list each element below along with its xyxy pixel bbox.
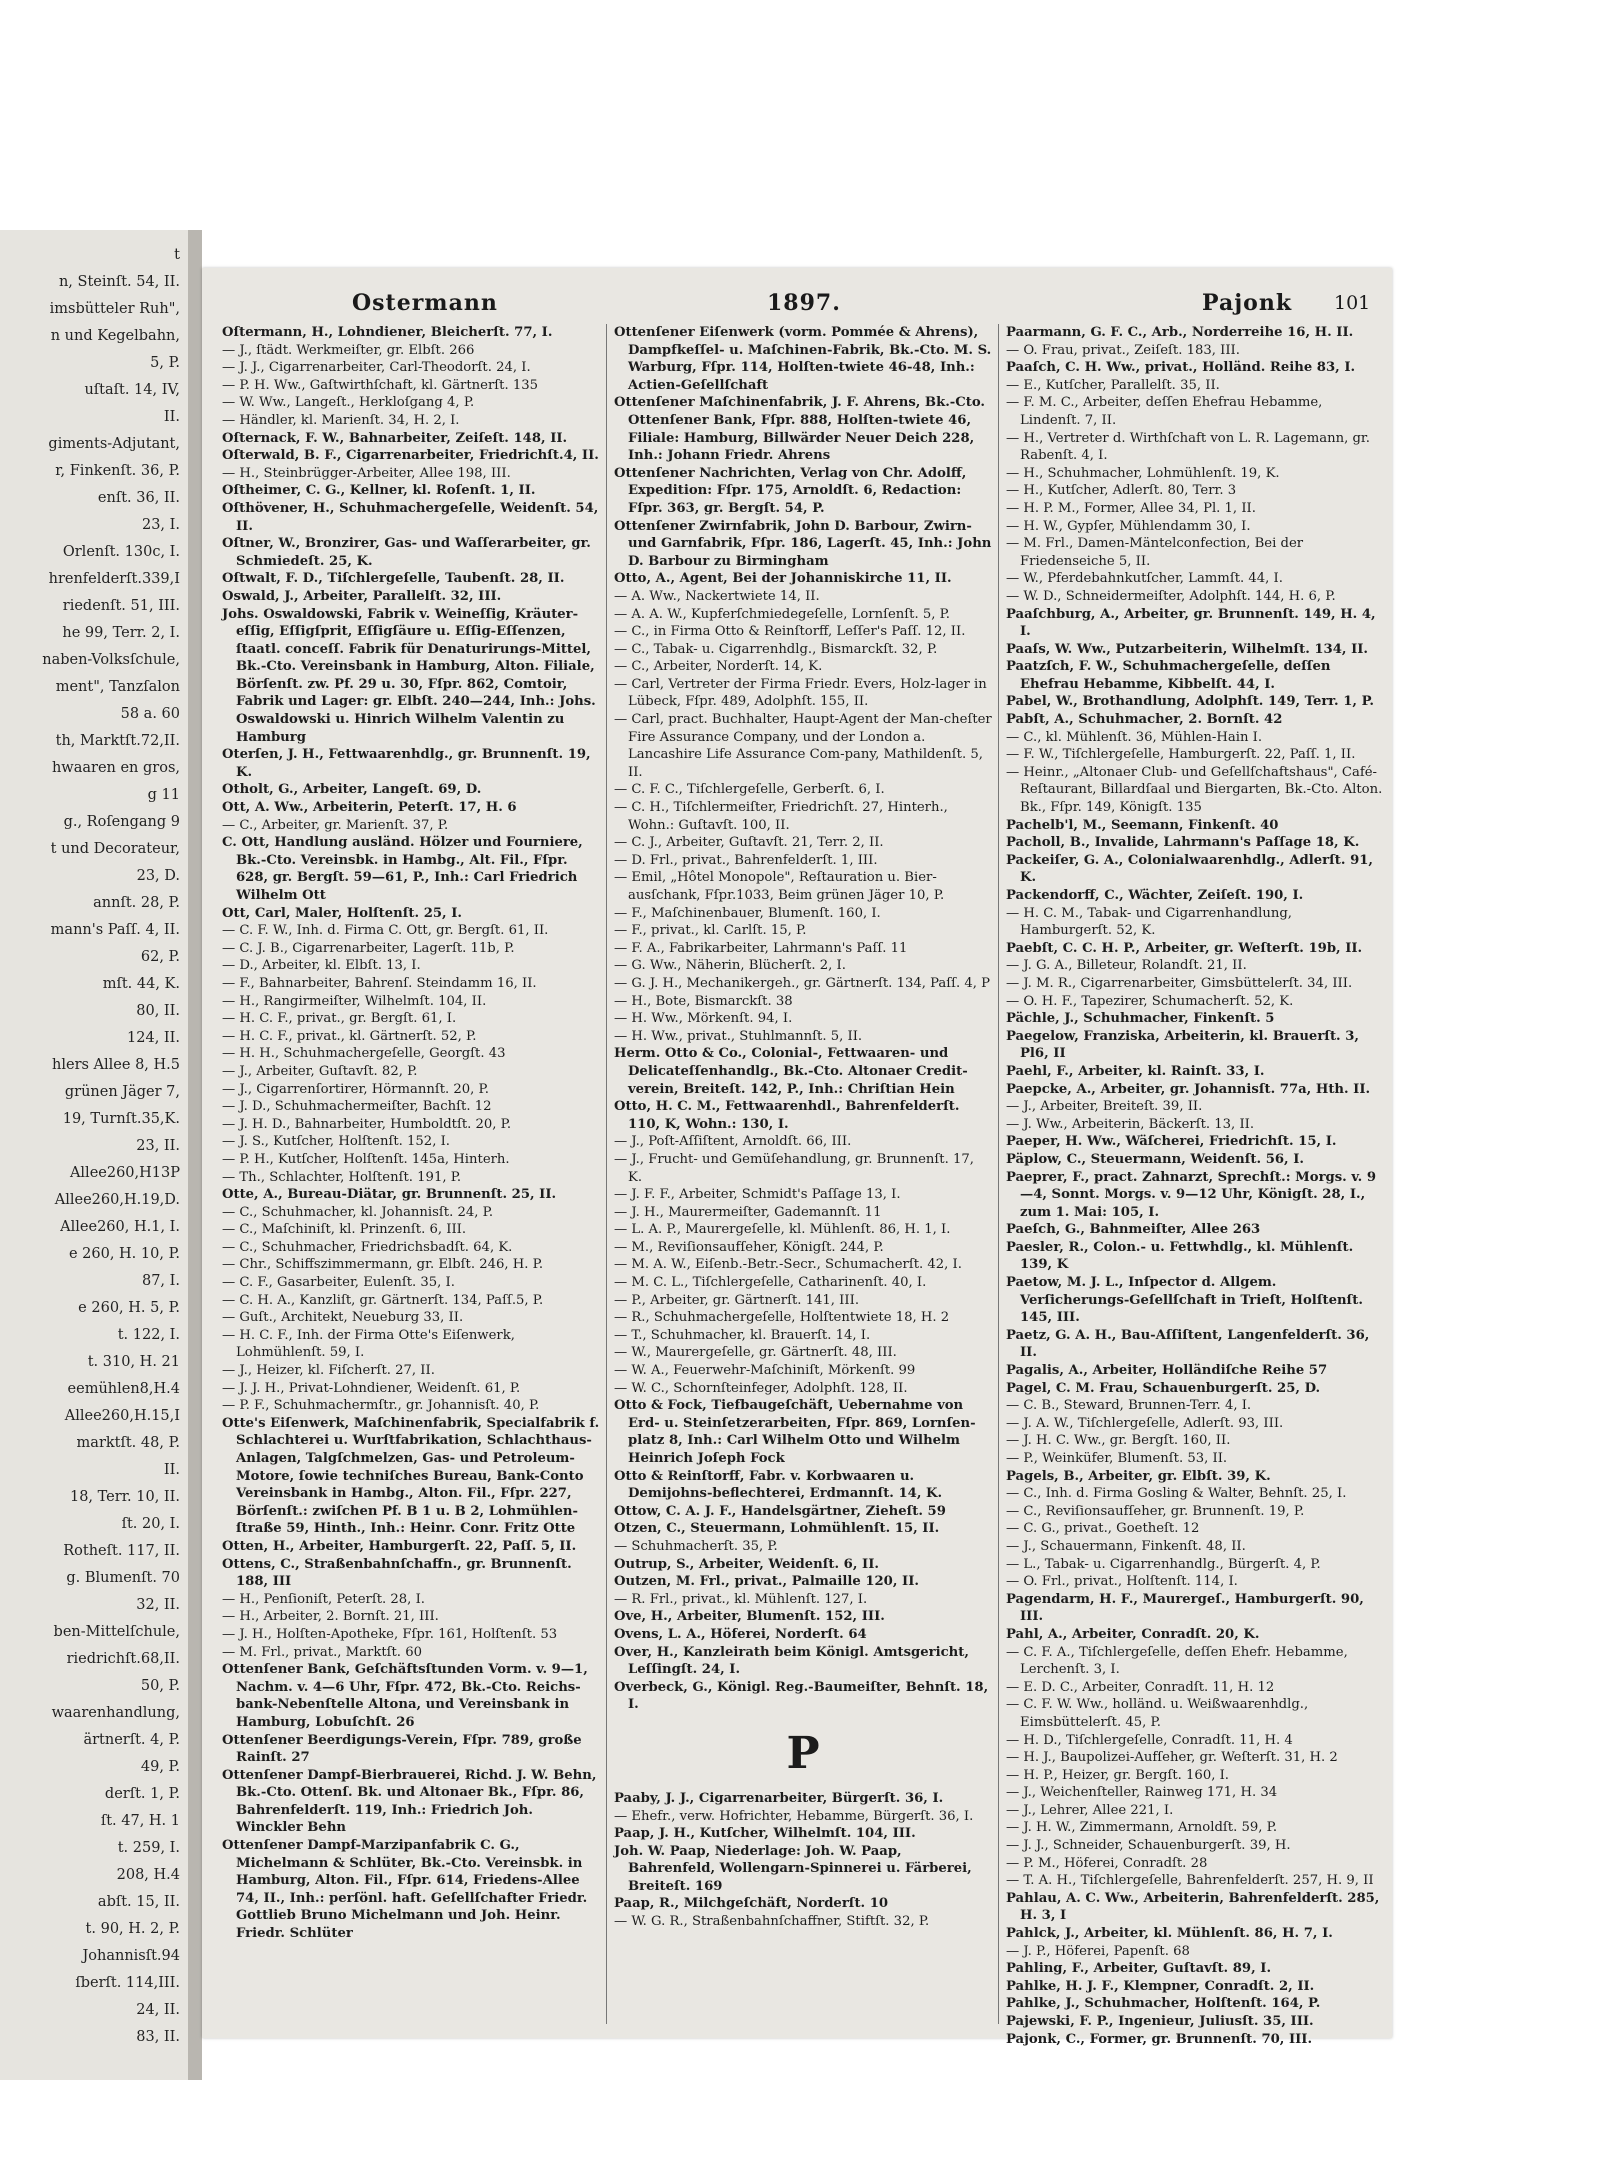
directory-entry: Paetow, M. J. L., Inſpector d. Allgem. Verſicherungs-Geſellſchaft in Trieſt, Holſtenſt. 145, III. [1006, 1275, 1363, 1326]
directory-entry: — P. F., Schuhmachermſtr., gr. Johannisſt. 40, P. [222, 1398, 540, 1414]
left-page-fragment: Allee260,H.19,D. [54, 1192, 180, 1208]
directory-entry: — H. C. F., privat., kl. Gärtnerſt. 52, P. [222, 1028, 477, 1044]
left-page-fragment: imsbütteler Ruh", [49, 301, 180, 317]
directory-entry: — Händler, kl. Marienſt. 34, H. 2, I. [222, 412, 460, 428]
directory-entry: — P. H. Ww., Gaſtwirthſchaft, kl. Gärtnerſt. 135 [222, 377, 538, 393]
left-page-fragment: naben-Volksſchule, [42, 652, 180, 668]
directory-entry: — H. C. M., Tabak- und Cigarrenhandlung, Hamburgerſt. 52, K. [1006, 905, 1292, 939]
directory-entry: — J. A. W., Tiſchlergeſelle, Adlerſt. 93, III. [1006, 1415, 1284, 1431]
left-page-fragment: Allee260, H.1, I. [60, 1219, 180, 1235]
directory-entry: — C. F., Gasarbeiter, Eulenſt. 35, I. [222, 1275, 455, 1291]
directory-entry: Pajonk, C., Former, gr. Brunnenſt. 70, III. [1006, 2031, 1313, 2047]
directory-entry: — H., Steinbrügger-Arbeiter, Allee 198, III. [222, 465, 511, 481]
left-page-fragment: Allee260,H13P [69, 1165, 180, 1181]
directory-entry: — J., Frucht- und Gemüſehandlung, gr. Brunnenſt. 17, K. [614, 1151, 974, 1185]
left-page-fragment: 58 a. 60 [120, 706, 180, 722]
left-page-fragment: grünen Jäger 7, [64, 1084, 180, 1100]
directory-entry: — W. D., Schneidermeiſter, Adolphſt. 144, H. 6, P. [1006, 588, 1336, 604]
left-page-fragment: t. 122, I. [117, 1327, 180, 1343]
directory-entry: Paepcke, A., Arbeiter, gr. Johannisſt. 77a, Hth. II. [1006, 1081, 1371, 1097]
directory-entry: Ove, H., Arbeiter, Blumenſt. 152, III. [614, 1609, 885, 1625]
directory-entry: — H., Rangirmeiſter, Wilhelmſt. 104, II. [222, 993, 487, 1009]
directory-entry: — H. P., Heizer, gr. Bergſt. 160, I. [1006, 1767, 1229, 1783]
directory-entry: — H. D., Tiſchlergeſelle, Conradſt. 11, H. 4 [1006, 1732, 1293, 1748]
left-page-fragment: he 99, Terr. 2, I. [62, 625, 180, 641]
directory-entry: — G. J. H., Mechanikergeh., gr. Gärtnerſt. 134, Paſſ. 4, P [614, 975, 991, 991]
directory-entry: — D., Arbeiter, kl. Elbſt. 13, I. [222, 958, 421, 974]
left-page-fragment: Allee260,H.15,I [64, 1408, 180, 1424]
directory-entry: — C. F. W., Inh. d. Firma C. Ott, gr. Bergſt. 61, II. [222, 923, 549, 939]
left-page-fragment: giments-Adjutant, [48, 436, 180, 452]
directory-entry: — W., Pferdebahnkutſcher, Lammſt. 44, I. [1006, 571, 1283, 587]
left-page-fragment: hwaaren en gros, [51, 760, 180, 776]
directory-entry: — J. H. D., Bahnarbeiter, Humboldtſt. 20, P. [222, 1116, 512, 1132]
directory-page [202, 268, 1392, 2047]
directory-entry: Pacholl, B., Invalide, Lahrmann's Paſſage 18, K. [1006, 835, 1360, 851]
directory-entry: Otto, A., Agent, Bei der Johanniskirche 11, II. [614, 571, 952, 587]
directory-entry: Ottenſener Maſchinenfabrik, J. F. Ahrens, Bk.-Cto. Ottenſener Bank, Fſpr. 888, Holſten-twiete 46, Filiale: Hamburg, Billwärder Neuer Deich 228, Inh.: Johann Friedr. Ahrens [614, 395, 986, 464]
directory-entry: Otto, H. C. M., Fettwaarenhdl., Bahrenfelderſt. 110, K, Wohn.: 130, I. [614, 1099, 960, 1132]
directory-entry: Oſthövener, H., Schuhmachergeſelle, Weidenſt. 54, II. [222, 500, 599, 534]
directory-entry: Paatzſch, F. W., Schuhmachergeſelle, deſſen Ehefrau Hebamme, Kibbelſt. 44, I. [1006, 659, 1331, 692]
left-page-fragment: g., Roſengang 9 [63, 814, 180, 830]
left-page-fragment: g. Blumenſt. 70 [66, 1570, 180, 1586]
left-page-fragment: n und Kegelbahn, [50, 328, 180, 344]
header-right-word: Pajonk [1202, 290, 1293, 316]
directory-entry: — F., Maſchinenbauer, Blumenſt. 160, I. [614, 905, 881, 921]
directory-entry: Paesler, R., Colon.- u. Fettwhdlg., kl. Mühlenſt. 139, K [1006, 1239, 1354, 1273]
directory-entry: — J. D., Schuhmachermeiſter, Bachſt. 12 [222, 1099, 492, 1115]
directory-entry: Ottenſener Beerdigungs-Verein, Fſpr. 789, große Rainſt. 27 [222, 1732, 582, 1766]
left-page-fragment: t. 259, I. [117, 1840, 180, 1856]
directory-entry: Paarmann, G. F. C., Arb., Norderreihe 16, H. II. [1006, 325, 1354, 340]
directory-entry: Herm. Otto & Co., Colonial-, Fettwaaren- und Delicateſſenhandlg., Bk.-Cto. Altonaer Credit-verein, Breiteſt. 142, P., Inh.: Chriſtian Hein [614, 1046, 968, 1097]
directory-entry: — J. H. W., Zimmermann, Arnoldſt. 59, P. [1006, 1820, 1278, 1836]
column-divider [606, 324, 607, 2024]
directory-entry: — C., kl. Mühlenſt. 36, Mühlen-Hain I. [1006, 729, 1263, 745]
directory-entry: — F., Bahnarbeiter, Bahrenſ. Steindamm 16, II. [222, 975, 537, 991]
directory-entry: Pagalis, A., Arbeiter, Holländiſche Reihe 57 [1006, 1363, 1328, 1379]
directory-entry: — J., Heizer, kl. Fiſcherſt. 27, II. [222, 1363, 435, 1379]
directory-entry: Ott, A. Ww., Arbeiterin, Peterſt. 17, H. 6 [222, 800, 517, 816]
directory-entry: Oſtwalt, F. D., Tiſchlergeſelle, Taubenſt. 28, II. [222, 571, 565, 587]
directory-entry: Ottens, C., Straßenbahnſchaffn., gr. Brunnenſt. 188, III [222, 1556, 572, 1590]
directory-entry: — H. Ww., Mörkenſt. 94, I. [614, 1011, 793, 1027]
directory-entry: — C., Schuhmacher, kl. Johannisſt. 24, P. [222, 1204, 494, 1220]
directory-entry: Pahlke, H. J. F., Klempner, Conradſt. 2, II. [1006, 1978, 1315, 1994]
left-page-fragment: 24, II. [136, 2002, 180, 2018]
directory-entry: Otte's Eiſenwerk, Maſchinenfabrik, Specialfabrik f. Schlachterei u. Wurſtfabrikation, Schlachthaus-Anlagen, Talgſchmelzen, Gas- und Petroleum-Motore, ſowie techniſches Bureau, Bank-Conto Vereinsbank in Hambg., Alton. Fil., Fſpr. 227, Börſenſt.: zwiſchen Pf. B 1 u. B 2, Lohmühlen-ſtraße 59, Hinth., Inh.: Heinr. Conr. Fritz Otte [222, 1415, 600, 1537]
directory-entry: — W., Maurergeſelle, gr. Gärtnerſt. 48, III. [614, 1345, 897, 1361]
left-page-fragment: ſt. 20, I. [121, 1516, 180, 1532]
directory-entry: Ovens, L. A., Höferei, Norderſt. 64 [614, 1626, 867, 1642]
directory-entry: — F. A., Fabrikarbeiter, Lahrmann's Paſſ. 11 [614, 940, 908, 956]
directory-entry: — O. Frau, privat., Zeiſeſt. 183, III. [1006, 342, 1240, 358]
directory-entry: — C., Arbeiter, gr. Marienſt. 37, P. [222, 817, 449, 833]
directory-entry: Otten, H., Arbeiter, Hamburgerſt. 22, Paſſ. 5, II. [222, 1538, 577, 1554]
directory-entry: — Emil, „Hôtel Monopole", Reſtauration u. Bier-ausſchank, Fſpr.1033, Beim grünen Jäger 10, P. [614, 870, 945, 903]
directory-entry: — J. M. R., Cigarrenarbeiter, Gimsbüttelerſt. 34, III. [1006, 975, 1353, 991]
left-page-fragment: th, Marktſt.72,II. [55, 733, 180, 749]
left-page-fragment: riedenſt. 51, III. [62, 598, 180, 614]
directory-entry: Pagendarm, H. F., Maurergeſ., Hamburgerſt. 90, III. [1006, 1591, 1364, 1625]
directory-entry: Oſtner, W., Bronzirer, Gas- und Waſſerarbeiter, gr. Schmiedeſt. 25, K. [222, 536, 591, 569]
left-page-fragment: mſt. 44, K. [102, 976, 180, 992]
directory-entry: — H. C. F., privat., gr. Bergſt. 61, I. [222, 1011, 457, 1027]
directory-entry: — C., Reviſionsaufſeher, gr. Brunnenſt. 19, P. [1006, 1503, 1305, 1519]
directory-entry: — W. A., Feuerwehr-Maſchiniſt, Mörkenſt. 99 [614, 1363, 916, 1379]
directory-entry: — C., Maſchiniſt, kl. Prinzenſt. 6, III. [222, 1222, 467, 1238]
directory-entry: Pahlck, J., Arbeiter, kl. Mühlenſt. 86, H. 7, I. [1006, 1926, 1333, 1942]
left-page-fragment: Rotheſt. 117, II. [63, 1543, 180, 1559]
directory-entry: Otto & Fock, Tiefbaugeſchäft, Uebernahme von Erd- u. Steinſetzerarbeiten, Fſpr. 869, Lornſen-platz 8, Inh.: Carl Wilhelm Otto und Wilhelm Heinrich Joſeph Fock [614, 1398, 976, 1466]
directory-entry: — T., Schuhmacher, kl. Brauerſt. 14, I. [614, 1327, 871, 1343]
left-page-fragment: 19, Turnſt.35,K. [62, 1111, 180, 1127]
directory-entry: — C. F. A., Tiſchlergeſelle, deſſen Ehefr. Hebamme, Lerchenſt. 3, I. [1006, 1644, 1348, 1678]
directory-entry: — M. Frl., Damen-Mäntelconfection, Bei der Friedenseiche 5, II. [1006, 536, 1304, 569]
directory-entry: — J. J. H., Privat-Lohndiener, Weidenſt. 61, P. [222, 1380, 521, 1396]
directory-entry: Johs. Oswaldowski, Fabrik v. Weineſſig, Kräuter-eſſig, Eſſigſprit, Eſſigſäure u. Eſſig-Eſſenzen, ſtaatl. conceſſ. Fabrik für Denaturirungs-Mittel, Bk.-Cto. Vereinsbank in Hamburg, Alton. Filiale, Börſenſt. zw. Pf. 29 u. 30, Fſpr. 862, Comtoir, Fabrik und Lager: gr. Elbſt. 240—244, Inh.: Johs. Oswaldowski u. Hinrich Wilhelm Valentin zu Hamburg [222, 606, 596, 745]
directory-entry: — J., Cigarrenſortirer, Hörmannſt. 20, P. [222, 1081, 489, 1097]
left-page-fragment: r, Finkenſt. 36, P. [55, 463, 180, 479]
left-page-fragment: waarenhandlung, [51, 1705, 180, 1721]
directory-entry: — C. J. B., Cigarrenarbeiter, Lagerſt. 11b, P. [222, 940, 515, 956]
left-page-fragment: Orlenſt. 130c, I. [62, 544, 180, 560]
directory-entry: — J. H., Maurermeiſter, Gademannſt. 11 [614, 1204, 882, 1220]
directory-entry: Pahlau, A. C. Ww., Arbeiterin, Bahrenfelderſt. 285, H. 3, I [1006, 1890, 1380, 1924]
directory-entry: — J., Schauermann, Finkenſt. 48, II. [1006, 1538, 1246, 1554]
directory-entry: — Guſt., Architekt, Neueburg 33, II. [222, 1310, 464, 1326]
directory-entry: — M. A. W., Eiſenb.-Betr.-Secr., Schumacherſt. 42, I. [614, 1257, 962, 1273]
directory-entry: — G. Ww., Näherin, Blücherſt. 2, I. [614, 958, 846, 974]
left-page-fragment: 23, II. [136, 1138, 180, 1154]
left-page-fragment: g 11 [147, 787, 180, 803]
directory-entry: — H., Kutſcher, Adlerſt. 80, Terr. 3 [1006, 483, 1237, 499]
directory-entry: — T. A. H., Tiſchlergeſelle, Bahrenfelderſt. 257, H. 9, II [1006, 1873, 1374, 1889]
left-page-fragment: 80, II. [136, 1003, 180, 1019]
directory-entry: — C. F. C., Tiſchlergeſelle, Gerberſt. 6, I. [614, 782, 885, 798]
left-page-fragment: t und Decorateur, [50, 841, 180, 857]
directory-entry: — H., Vertreter d. Wirthſchaft von L. R. Lagemann, gr. Rabenſt. 4, I. [1006, 430, 1370, 464]
directory-entry: — H. W., Gypſer, Mühlendamm 30, I. [1006, 518, 1251, 534]
directory-entry: — C., Inh. d. Firma Gosling & Walter, Behnſt. 25, I. [1006, 1486, 1347, 1502]
directory-entry: — J. G. A., Billeteur, Rolandſt. 21, II. [1006, 958, 1247, 974]
directory-entry: — A. A. W., Kupferſchmiedegeſelle, Lornſenſt. 5, P. [614, 606, 950, 622]
directory-entry: — C. F. W. Ww., holländ. u. Weißwaarenhdlg., Eimsbüttelerſt. 45, P. [1006, 1697, 1309, 1730]
left-page-fragment: annſt. 28, P. [93, 895, 180, 911]
directory-entry: — F. M. C., Arbeiter, deſſen Ehefrau Hebamme, Lindenſt. 7, II. [1006, 395, 1323, 428]
left-page-fragment: t [174, 247, 180, 263]
directory-entry: — C. B., Steward, Brunnen-Terr. 4, I. [1006, 1398, 1252, 1414]
left-page-fragment: e 260, H. 10, P. [68, 1246, 180, 1262]
directory-entry: Paaby, J. J., Cigarrenarbeiter, Bürgerſt. 36, I. [614, 1790, 944, 1806]
directory-entry: — H., Schuhmacher, Lohmühlenſt. 19, K. [1006, 465, 1280, 481]
directory-entry: — P., Arbeiter, gr. Gärtnerſt. 141, III. [614, 1292, 860, 1308]
directory-entry: Oſterwald, B. F., Cigarrenarbeiter, Friedrichſt.4, II. [222, 448, 599, 464]
directory-entry: Pagel, C. M. Frau, Schauenburgerſt. 25, D. [1006, 1380, 1321, 1396]
directory-entry: Packendorff, C., Wächter, Zeiſeſt. 190, I. [1006, 888, 1304, 903]
directory-entry: — O. Frl., privat., Holſtenſt. 114, I. [1006, 1574, 1238, 1590]
directory-entry: Pachelb'l, M., Seemann, Finkenſt. 40 [1006, 817, 1279, 833]
directory-entry: — H., Penſioniſt, Peterſt. 28, I. [222, 1591, 425, 1607]
directory-entry: Oswald, J., Arbeiter, Parallelſt. 32, III. [222, 588, 502, 604]
directory-entry: — J. Ww., Arbeiterin, Bäckerſt. 13, II. [1006, 1116, 1255, 1132]
directory-entry: Paap, J. H., Kutſcher, Wilhelmſt. 104, III. [614, 1826, 916, 1842]
left-page-fragment: t. 310, H. 21 [87, 1354, 180, 1370]
left-page-edge [0, 230, 202, 2080]
directory-entry: — J. J., Cigarrenarbeiter, Carl-Theodorſt. 24, I. [222, 360, 531, 376]
directory-entry: — P. M., Höferei, Conradſt. 28 [1006, 1855, 1208, 1871]
left-page-fragment: 208, H.4 [116, 1867, 180, 1883]
left-page-fragment: 5, P. [150, 355, 180, 371]
directory-entry: — J., Weichenſteller, Rainweg 171, H. 34 [1006, 1785, 1278, 1801]
directory-entry: Otzen, C., Steuermann, Lohmühlenſt. 15, II. [614, 1521, 940, 1537]
left-page-fragment: 50, P. [140, 1678, 180, 1694]
left-page-fragment: mann's Paſſ. 4, II. [50, 922, 180, 938]
directory-entry: — A. Ww., Nackertwiete 14, II. [614, 588, 820, 604]
directory-entry: — J. F. F., Arbeiter, Schmidt's Paſſage 13, I. [614, 1187, 901, 1203]
directory-column-3 [1006, 324, 1384, 2048]
directory-entry: Paeper, H. Ww., Wäſcherei, Friedrichſt. 15, I. [1006, 1134, 1337, 1150]
directory-entry: — H. C. F., Inh. der Firma Otte's Eiſenwerk, Lohmühlenſt. 59, I. [222, 1327, 515, 1361]
directory-entry: — J., Lehrer, Allee 221, I. [1006, 1802, 1174, 1818]
directory-entry: Ottenſener Dampf-Marzipanfabrik C. G., Michelmann & Schlüter, Bk.-Cto. Vereinsbk. in Hamburg, Alton. Fil., Fſpr. 614, Friedens-Allee 74, II., Inh.: perſönl. haft. Geſellſchafter Friedr. Gottlieb Bruno Michelmann und Joh. Heinr. Friedr. Schlüter [222, 1838, 588, 1942]
directory-entry: — Th., Schlachter, Holſtenſt. 191, P. [222, 1169, 462, 1185]
left-page-fragment: 62, P. [140, 949, 180, 965]
left-page-fragment: 87, I. [141, 1273, 180, 1289]
directory-entry: — Ehefr., verw. Hofrichter, Hebamme, Bürgerſt. 36, I. [614, 1808, 974, 1824]
directory-entry: Oſternack, F. W., Bahnarbeiter, Zeiſeſt. 148, II. [222, 430, 568, 446]
directory-entry: — W. G. R., Straßenbahnſchaffner, Stiftſt. 32, P. [614, 1914, 930, 1930]
directory-entry: Pabel, W., Brothandlung, Adolphſt. 149, Terr. 1, P. [1006, 694, 1374, 710]
left-page-fragment: ben-Mittelſchule, [53, 1624, 180, 1640]
directory-entry: — R., Schuhmachergeſelle, Holſtentwiete 18, H. 2 [614, 1310, 950, 1326]
directory-entry: Pagels, B., Arbeiter, gr. Elbſt. 39, K. [1006, 1468, 1271, 1484]
left-page-fragment: 18, Terr. 10, II. [69, 1489, 180, 1505]
left-page-fragment: n, Steinſt. 54, II. [58, 274, 180, 290]
directory-entry: — W. C., Schornſteinfeger, Adolphſt. 128, II. [614, 1380, 908, 1396]
directory-entry: — H. H., Schuhmachergeſelle, Georgſt. 43 [222, 1046, 506, 1062]
directory-entry: — C. H., Tiſchlermeiſter, Friedrichſt. 27, Hinterh., Wohn.: Guſtavſt. 100, II. [614, 800, 948, 833]
directory-entry: — M. C. L., Tiſchlergeſelle, Catharinenſt. 40, I. [614, 1275, 927, 1291]
directory-entry: — J., Arbeiter, Breiteſt. 39, II. [1006, 1099, 1203, 1115]
directory-entry: — H. J., Baupolizei-Aufſeher, gr. Weſterſt. 31, H. 2 [1006, 1750, 1338, 1766]
directory-entry: — L. A. P., Maurergeſelle, kl. Mühlenſt. 86, H. 1, I. [614, 1222, 951, 1238]
left-page-fragment: ſt. 47, H. 1 [100, 1813, 180, 1829]
directory-entry: Pahlke, J., Schuhmacher, Holſtenſt. 164, P. [1006, 1996, 1321, 2012]
left-page-fragment: uſtaſt. 14, IV, [84, 382, 180, 398]
directory-entry: Paehl, F., Arbeiter, kl. Rainſt. 33, I. [1006, 1063, 1265, 1079]
left-page-fragment: 49, P. [140, 1759, 180, 1775]
directory-entry: Paeſch, G., Bahnmeiſter, Allee 263 [1006, 1222, 1261, 1238]
left-page-fragment: hlers Allee 8, H.5 [52, 1057, 180, 1073]
directory-entry: — C. G., privat., Goetheſt. 12 [1006, 1521, 1200, 1537]
directory-entry: — E., Kutſcher, Parallelſt. 35, II. [1006, 377, 1220, 393]
left-page-fragment: ment", Tanzſalon [55, 679, 180, 695]
directory-entry: — C., Arbeiter, Norderſt. 14, K. [614, 659, 823, 675]
directory-entry: — P., Weinküfer, Blumenſt. 53, II. [1006, 1451, 1228, 1466]
directory-entry: Paetz, G. A. H., Bau-Aſſiſtent, Langenfelderſt. 36, II. [1006, 1327, 1370, 1361]
directory-entry: Pajewski, F. P., Ingenieur, Juliusſt. 35, III. [1006, 2014, 1314, 2029]
directory-entry: Oterſen, J. H., Fettwaarenhdlg., gr. Brunnenſt. 19, K. [222, 747, 591, 780]
page-number: 101 [1334, 292, 1371, 314]
directory-entry: Paaſch, C. H. Ww., privat., Holländ. Reihe 83, I. [1006, 360, 1356, 376]
directory-entry: — P. H., Kutſcher, Holſtenſt. 145a, Hinterh. [222, 1151, 510, 1167]
directory-entry: — F. W., Tiſchlergeſelle, Hamburgerſt. 22, Paſſ. 1, II. [1006, 747, 1356, 763]
directory-entry: Oſtheimer, C. G., Kellner, kl. Roſenſt. 1, II. [222, 483, 536, 499]
directory-entry: Ottenſener Eiſenwerk (vorm. Pommée & Ahrens), Dampfkeſſel- u. Maſchinen-Fabrik, Bk.-Cto. M. S. Warburg, Fſpr. 114, Holſten-twiete 46-48, Inh.: Actien-Geſellſchaft [614, 325, 992, 393]
directory-entry: Paegelow, Franziska, Arbeiterin, kl. Brauerſt. 3, Pl6, II [1006, 1028, 1359, 1062]
directory-entry: Over, H., Kanzleirath beim Königl. Amtsgericht, Leſſingſt. 24, I. [614, 1644, 969, 1678]
directory-entry: Ottenſener Dampf-Bierbrauerei, Richd. J. W. Behn, Bk.-Cto. Ottenſ. Bk. und Altonaer Bk., Fſpr. 86, Bahrenfelderſt. 119, Inh.: Friedrich Joh. Winckler Behn [222, 1767, 597, 1836]
left-page-fragment: abſt. 15, II. [97, 1894, 180, 1910]
directory-entry: — C., in Firma Otto & Reinſtorff, Leſſer's Paſſ. 12, II. [614, 624, 966, 640]
directory-entry: C. Ott, Handlung ausländ. Hölzer und Fourniere, Bk.-Cto. Vereinsbk. in Hambg., Alt. Fil., Fſpr. 628, gr. Bergſt. 59—61, P., Inh.: Carl Friedrich Wilhelm Ott [222, 835, 583, 903]
directory-entry: — Carl, pract. Buchhalter, Haupt-Agent der Man-cheſter Fire Assurance Company, und der London a. Lancashire Life Assurance Com-pany, Mathildenſt. 5, II. [614, 712, 992, 780]
directory-entry: — Carl, Vertreter der Firma Friedr. Evers, Holz-lager in Lübeck, Fſpr. 489, Adolphſt. 155, II. [614, 676, 987, 710]
directory-entry: Ottow, C. A. J. F., Handelsgärtner, Zieheſt. 59 [614, 1503, 946, 1519]
directory-entry: — H. P. M., Former, Allee 34, Pl. 1, II. [1006, 500, 1256, 516]
directory-entry: — C., Tabak- u. Cigarrenhdlg., Bismarckſt. 32, P. [614, 641, 938, 657]
left-page-fragment: marktſt. 48, P. [76, 1435, 180, 1451]
left-page-fragment: ärtnerſt. 4, P. [83, 1732, 180, 1748]
directory-entry: Paaſchburg, A., Arbeiter, gr. Brunnenſt. 149, H. 4, I. [1006, 606, 1376, 640]
directory-entry: Otto & Reinſtorff, Fabr. v. Korbwaaren u. Demijohns-beflechterei, Erdmannſt. 14, K. [614, 1468, 943, 1502]
directory-entry: — H., Arbeiter, 2. Bornſt. 21, III. [222, 1609, 439, 1625]
directory-entry: Ottenſener Zwirnfabrik, John D. Barbour, Zwirn- und Garnfabrik, Fſpr. 186, Lagerſt. 45, Inh.: John D. Barbour zu Birmingham [614, 518, 992, 569]
directory-entry: Paap, R., Milchgeſchäft, Norderſt. 10 [614, 1896, 889, 1912]
left-page-fragment: 32, II. [136, 1597, 180, 1613]
directory-entry: Päplow, C., Steuermann, Weidenſt. 56, I. [1006, 1151, 1304, 1167]
directory-entry: Ottenſener Nachrichten, Verlag von Chr. Adolff, Expedition: Fſpr. 175, Arnoldſt. 6, Redaction: Fſpr. 363, gr. Bergſt. 54, P. [614, 465, 967, 516]
directory-entry: Pahling, F., Arbeiter, Guſtavſt. 89, I. [1006, 1961, 1272, 1977]
left-page-fragment: enſt. 36, II. [97, 490, 180, 506]
directory-entry: — J. S., Kutſcher, Holſtenſt. 152, I. [222, 1134, 450, 1150]
left-page-fragment: II. [163, 1462, 180, 1478]
directory-entry: — R. Frl., privat., kl. Mühlenſt. 127, I. [614, 1591, 868, 1607]
directory-entry: — Schuhmacherſt. 35, P. [614, 1538, 778, 1554]
directory-entry: Overbeck, G., Königl. Reg.-Baumeiſter, Behnſt. 18, I. [614, 1679, 989, 1713]
directory-entry: Outzen, M. Frl., privat., Palmaille 120, II. [614, 1574, 919, 1590]
directory-column-2 [614, 324, 992, 1931]
directory-entry: Otte, A., Bureau-Diätar, gr. Brunnenſt. 25, II. [222, 1187, 557, 1203]
left-page-fragment: ſberſt. 114,III. [75, 1975, 180, 1991]
directory-entry: — M. Frl., privat., Marktſt. 60 [222, 1644, 422, 1660]
header-year: 1897. [767, 290, 841, 316]
directory-entry: Oſtermann, H., Lohndiener, Bleicherſt. 77, I. [222, 325, 553, 340]
directory-entry: Packeiſer, G. A., Colonialwaarenhdlg., Adlerſt. 91, K. [1006, 852, 1374, 886]
directory-entry: — C., Schuhmacher, Friedrichsbadſt. 64, K. [222, 1239, 513, 1255]
directory-column-1 [222, 324, 600, 1943]
directory-entry: Paebſt, C. C. H. P., Arbeiter, gr. Weſterſt. 19b, II. [1006, 940, 1363, 956]
directory-entry: — J., Poſt-Aſſiſtent, Arnoldſt. 66, III. [614, 1134, 852, 1150]
directory-entry: — J., ſtädt. Werkmeiſter, gr. Elbſt. 266 [222, 342, 475, 358]
directory-entry: — C. H. A., Kanzliſt, gr. Gärtnerſt. 134, Paſſ.5, P. [222, 1292, 544, 1308]
directory-entry: Outrup, S., Arbeiter, Weidenſt. 6, II. [614, 1556, 879, 1572]
directory-entry: Ottenſener Bank, Geſchäftsſtunden Vorm. v. 9—1, Nachm. v. 4—6 Uhr, Fſpr. 472, Bk.-Cto. Reichs-bank-Nebenſtelle Altona, und Vereinsbank in Hamburg, Lobuſchſt. 26 [222, 1662, 588, 1730]
directory-entry: — W. Ww., Langeſt., Herkloſgang 4, P. [222, 395, 475, 411]
directory-entry: — M., Reviſionsaufſeher, Königſt. 244, P. [614, 1239, 884, 1255]
left-page-fragment: 23, D. [136, 868, 180, 884]
left-page-fragment: derſt. 1, P. [104, 1786, 180, 1802]
section-letter-heading: P [786, 1727, 820, 1779]
left-page-fragment: hrenfelderſt.339,I [48, 571, 180, 587]
header-left-word: Ostermann [352, 290, 498, 316]
left-page-fragment: II. [163, 409, 180, 425]
left-page-fragment: 83, II. [136, 2029, 180, 2045]
left-page-fragment: t. 90, H. 2, P. [85, 1921, 180, 1937]
directory-entry: — H., Bote, Bismarckſt. 38 [614, 993, 793, 1009]
directory-entry: — Heinr., „Altonaer Club- und Geſellſchaftshaus", Café-Reſtaurant, Billardſaal und Biergarten, Bk.-Cto. Alton. Bk., Fſpr. 149, Königſt. 135 [1006, 764, 1383, 816]
directory-entry: Pahl, A., Arbeiter, Conradſt. 20, K. [1006, 1626, 1260, 1642]
left-page-fragment: 23, I. [141, 517, 180, 533]
directory-entry: Paaſs, W. Ww., Putzarbeiterin, Wilhelmſt. 134, II. [1006, 641, 1369, 657]
directory-entry: — L., Tabak- u. Cigarrenhandlg., Bürgerſt. 4, P. [1006, 1556, 1321, 1572]
directory-entry: — D. Frl., privat., Bahrenfelderſt. 1, III. [614, 852, 878, 868]
column-divider [998, 324, 999, 2024]
left-page-fragment: eemühlen8,H.4 [67, 1381, 180, 1397]
directory-entry: Pächle, J., Schuhmacher, Finkenſt. 5 [1006, 1011, 1275, 1027]
directory-entry: — H. Ww., privat., Stuhlmannſt. 5, II. [614, 1028, 863, 1044]
left-page-fragment: Johannisſt.94 [82, 1948, 180, 1964]
directory-entry: — F., privat., kl. Carlſt. 15, P. [614, 923, 807, 939]
directory-entry: — O. H. F., Tapezirer, Schumacherſt. 52, K. [1006, 993, 1294, 1009]
left-page-fragment: e 260, H. 5, P. [78, 1300, 180, 1316]
directory-entry: Paeprer, F., pract. Zahnarzt, Sprechſt.: Morgs. v. 9—4, Sonnt. Morgs. v. 9—12 Uhr, Königſt. 28, I., zum 1. Mai: 105, I. [1006, 1169, 1377, 1220]
left-page-fragment: 124, II. [127, 1030, 180, 1046]
directory-entry: — E. D. C., Arbeiter, Conradſt. 11, H. 12 [1006, 1679, 1275, 1695]
left-page-fragment: riedrichſt.68,II. [66, 1651, 180, 1667]
directory-entry: — J. J., Schneider, Schauenburgerſt. 39, H. [1006, 1838, 1291, 1854]
directory-entry: — J. H., Holſten-Apotheke, Fſpr. 161, Holſtenſt. 53 [222, 1626, 558, 1642]
directory-entry: — C. J., Arbeiter, Guſtavſt. 21, Terr. 2, II. [614, 835, 884, 851]
directory-entry: — Chr., Schiffszimmermann, gr. Elbſt. 246, H. P. [222, 1257, 544, 1273]
directory-entry: Pabſt, A., Schuhmacher, 2. Bornſt. 42 [1006, 712, 1283, 728]
directory-entry: — J. P., Höferei, Papenſt. 68 [1006, 1943, 1190, 1959]
directory-entry: Ott, Carl, Maler, Holſtenſt. 25, I. [222, 905, 462, 921]
directory-entry: — J., Arbeiter, Guſtavſt. 82, P. [222, 1063, 418, 1079]
directory-entry: Otholt, G., Arbeiter, Langeſt. 69, D. [222, 782, 482, 798]
directory-entry: — J. H. C. Ww., gr. Bergſt. 160, II. [1006, 1433, 1231, 1449]
directory-entry: Joh. W. Paap, Niederlage: Joh. W. Paap, Bahrenfeld, Wollengarn-Spinnerei u. Färberei, Breiteſt. 169 [614, 1843, 972, 1894]
